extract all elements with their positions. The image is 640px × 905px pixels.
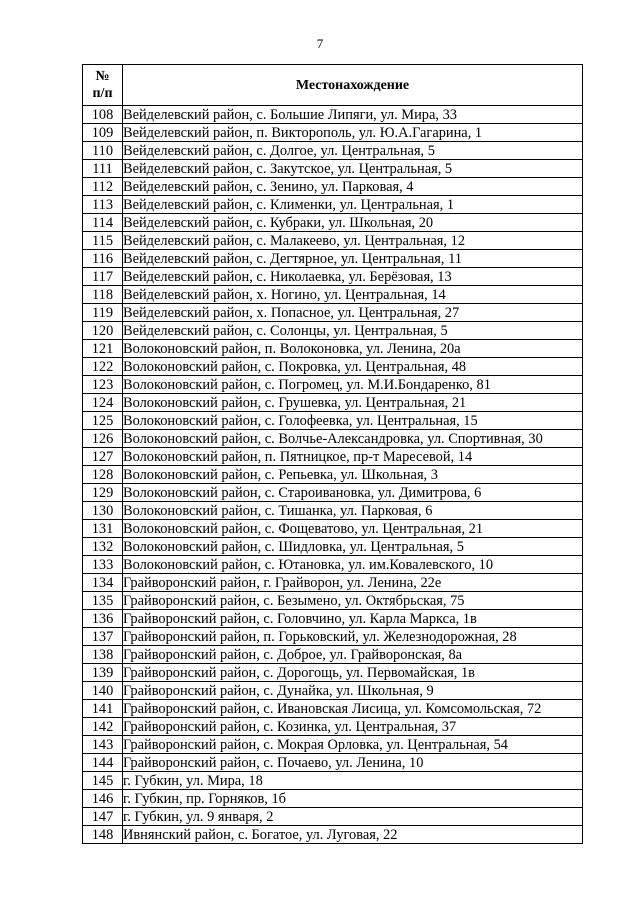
row-number: 116 <box>83 250 123 268</box>
row-location: Вейделевский район, с. Малакеево, ул. Центральная, 12 <box>123 232 583 250</box>
row-location: Вейделевский район, п. Викторополь, ул. Ю.А.Гагарина, 1 <box>123 124 583 142</box>
row-location: Грайворонский район, с. Козинка, ул. Центральная, 37 <box>123 718 583 736</box>
row-number: 127 <box>83 448 123 466</box>
row-number: 109 <box>83 124 123 142</box>
row-location: Грайворонский район, п. Горьковский, ул. Железнодорожная, 28 <box>123 628 583 646</box>
row-location: г. Губкин, ул. Мира, 18 <box>123 772 583 790</box>
column-header-number <box>83 65 123 106</box>
row-number: 132 <box>83 538 123 556</box>
row-number: 141 <box>83 700 123 718</box>
row-location: Грайворонский район, с. Ивановская Лисица, ул. Комсомольская, 72 <box>123 700 583 718</box>
row-location: Грайворонский район, с. Мокрая Орловка, ул. Центральная, 54 <box>123 736 583 754</box>
column-header-location: Местонахождение <box>123 65 583 106</box>
row-number: 110 <box>83 142 123 160</box>
row-location: Волоконовский район, с. Староивановка, ул. Димитрова, 6 <box>123 484 583 502</box>
table-row <box>83 430 583 448</box>
row-location: г. Губкин, пр. Горняков, 1б <box>123 790 583 808</box>
table-row <box>83 358 583 376</box>
row-number: 130 <box>83 502 123 520</box>
row-number: 115 <box>83 232 123 250</box>
table-row <box>83 772 583 790</box>
row-location: Грайворонский район, с. Дорогощь, ул. Первомайская, 1в <box>123 664 583 682</box>
table-row <box>83 106 583 124</box>
row-location: Вейделевский район, с. Долгое, ул. Центральная, 5 <box>123 142 583 160</box>
row-number: 123 <box>83 376 123 394</box>
row-location: Волоконовский район, с. Голофеевка, ул. Центральная, 15 <box>123 412 583 430</box>
row-location: Вейделевский район, с. Солонцы, ул. Центральная, 5 <box>123 322 583 340</box>
table-row <box>83 160 583 178</box>
row-number: 112 <box>83 178 123 196</box>
row-number: 131 <box>83 520 123 538</box>
row-number: 113 <box>83 196 123 214</box>
row-number: 142 <box>83 718 123 736</box>
table-row <box>83 304 583 322</box>
row-location: Ивнянский район, с. Богатое, ул. Луговая, 22 <box>123 826 583 844</box>
row-location: Волоконовский район, п. Волоконовка, ул. Ленина, 20а <box>123 340 583 358</box>
table-row <box>83 448 583 466</box>
table-row <box>83 142 583 160</box>
row-location: Волоконовский район, с. Репьевка, ул. Школьная, 3 <box>123 466 583 484</box>
row-number: 133 <box>83 556 123 574</box>
table-row <box>83 538 583 556</box>
row-location: Волоконовский район, п. Пятницкое, пр-т Маресевой, 14 <box>123 448 583 466</box>
table-row <box>83 412 583 430</box>
locations-table <box>82 64 583 844</box>
row-number: 146 <box>83 790 123 808</box>
table-row <box>83 340 583 358</box>
row-number: 145 <box>83 772 123 790</box>
page-number: 7 <box>316 36 324 51</box>
row-location: Вейделевский район, с. Большие Липяги, ул. Мира, 33 <box>123 106 583 124</box>
row-number: 128 <box>83 466 123 484</box>
table-row <box>83 790 583 808</box>
row-location: Вейделевский район, х. Попасное, ул. Центральная, 27 <box>123 304 583 322</box>
table-row <box>83 592 583 610</box>
row-location: Волоконовский район, с. Фощеватово, ул. Центральная, 21 <box>123 520 583 538</box>
row-number: 111 <box>83 160 123 178</box>
row-location: Вейделевский район, с. Кубраки, ул. Школьная, 20 <box>123 214 583 232</box>
row-location: г. Губкин, ул. 9 января, 2 <box>123 808 583 826</box>
row-number: 119 <box>83 304 123 322</box>
row-location: Волоконовский район, с. Тишанка, ул. Парковая, 6 <box>123 502 583 520</box>
table-row <box>83 250 583 268</box>
row-number: 147 <box>83 808 123 826</box>
table-header-row <box>83 65 583 106</box>
row-number: 134 <box>83 574 123 592</box>
row-number: 144 <box>83 754 123 772</box>
row-location: Вейделевский район, с. Дегтярное, ул. Центральная, 11 <box>123 250 583 268</box>
table-row <box>83 754 583 772</box>
table-row <box>83 268 583 286</box>
row-number: 135 <box>83 592 123 610</box>
table-row <box>83 664 583 682</box>
row-number: 108 <box>83 106 123 124</box>
row-location: Волоконовский район, с. Погромец, ул. М.И.Бондаренко, 81 <box>123 376 583 394</box>
row-number: 121 <box>83 340 123 358</box>
table-row <box>83 628 583 646</box>
table-row <box>83 718 583 736</box>
column-header-number-line1: № <box>95 69 110 84</box>
row-location: Грайворонский район, с. Доброе, ул. Грайворонская, 8а <box>123 646 583 664</box>
row-location: Волоконовский район, с. Ютановка, ул. им.Ковалевского, 10 <box>123 556 583 574</box>
table-row <box>83 736 583 754</box>
row-number: 125 <box>83 412 123 430</box>
table-row <box>83 502 583 520</box>
row-number: 143 <box>83 736 123 754</box>
row-number: 122 <box>83 358 123 376</box>
table-row <box>83 484 583 502</box>
row-location: Грайворонский район, г. Грайворон, ул. Ленина, 22е <box>123 574 583 592</box>
table-row <box>83 286 583 304</box>
row-location: Вейделевский район, с. Николаевка, ул. Берёзовая, 13 <box>123 268 583 286</box>
row-number: 140 <box>83 682 123 700</box>
table-body <box>83 106 583 844</box>
row-number: 137 <box>83 628 123 646</box>
table-row <box>83 214 583 232</box>
table-row <box>83 646 583 664</box>
row-number: 148 <box>83 826 123 844</box>
table-row <box>83 682 583 700</box>
row-location: Грайворонский район, с. Почаево, ул. Ленина, 10 <box>123 754 583 772</box>
row-location: Вейделевский район, х. Ногино, ул. Центральная, 14 <box>123 286 583 304</box>
row-number: 138 <box>83 646 123 664</box>
table-row <box>83 196 583 214</box>
row-number: 124 <box>83 394 123 412</box>
row-number: 120 <box>83 322 123 340</box>
table-row <box>83 574 583 592</box>
column-header-number-line2: п/п <box>92 86 113 101</box>
table-row <box>83 232 583 250</box>
row-number: 129 <box>83 484 123 502</box>
row-number: 117 <box>83 268 123 286</box>
table-row <box>83 178 583 196</box>
table-row <box>83 322 583 340</box>
table-row <box>83 124 583 142</box>
table-row <box>83 466 583 484</box>
row-number: 118 <box>83 286 123 304</box>
row-location: Волоконовский район, с. Грушевка, ул. Центральная, 21 <box>123 394 583 412</box>
table-row <box>83 808 583 826</box>
table-row <box>83 700 583 718</box>
table-row <box>83 520 583 538</box>
row-number: 126 <box>83 430 123 448</box>
row-location: Грайворонский район, с. Безымено, ул. Октябрьская, 75 <box>123 592 583 610</box>
table-row <box>83 826 583 844</box>
row-location: Волоконовский район, с. Покровка, ул. Центральная, 48 <box>123 358 583 376</box>
row-location: Волоконовский район, с. Шидловка, ул. Центральная, 5 <box>123 538 583 556</box>
table-row <box>83 610 583 628</box>
table-row <box>83 394 583 412</box>
table-row <box>83 376 583 394</box>
row-location: Вейделевский район, с. Зенино, ул. Парковая, 4 <box>123 178 583 196</box>
table-row <box>83 556 583 574</box>
row-location: Грайворонский район, с. Головчино, ул. Карла Маркса, 1в <box>123 610 583 628</box>
row-location: Вейделевский район, с. Клименки, ул. Центральная, 1 <box>123 196 583 214</box>
row-location: Грайворонский район, с. Дунайка, ул. Школьная, 9 <box>123 682 583 700</box>
row-number: 114 <box>83 214 123 232</box>
row-location: Волоконовский район, с. Волчье-Александровка, ул. Спортивная, 30 <box>123 430 583 448</box>
row-number: 139 <box>83 664 123 682</box>
row-location: Вейделевский район, с. Закутское, ул. Центральная, 5 <box>123 160 583 178</box>
row-number: 136 <box>83 610 123 628</box>
